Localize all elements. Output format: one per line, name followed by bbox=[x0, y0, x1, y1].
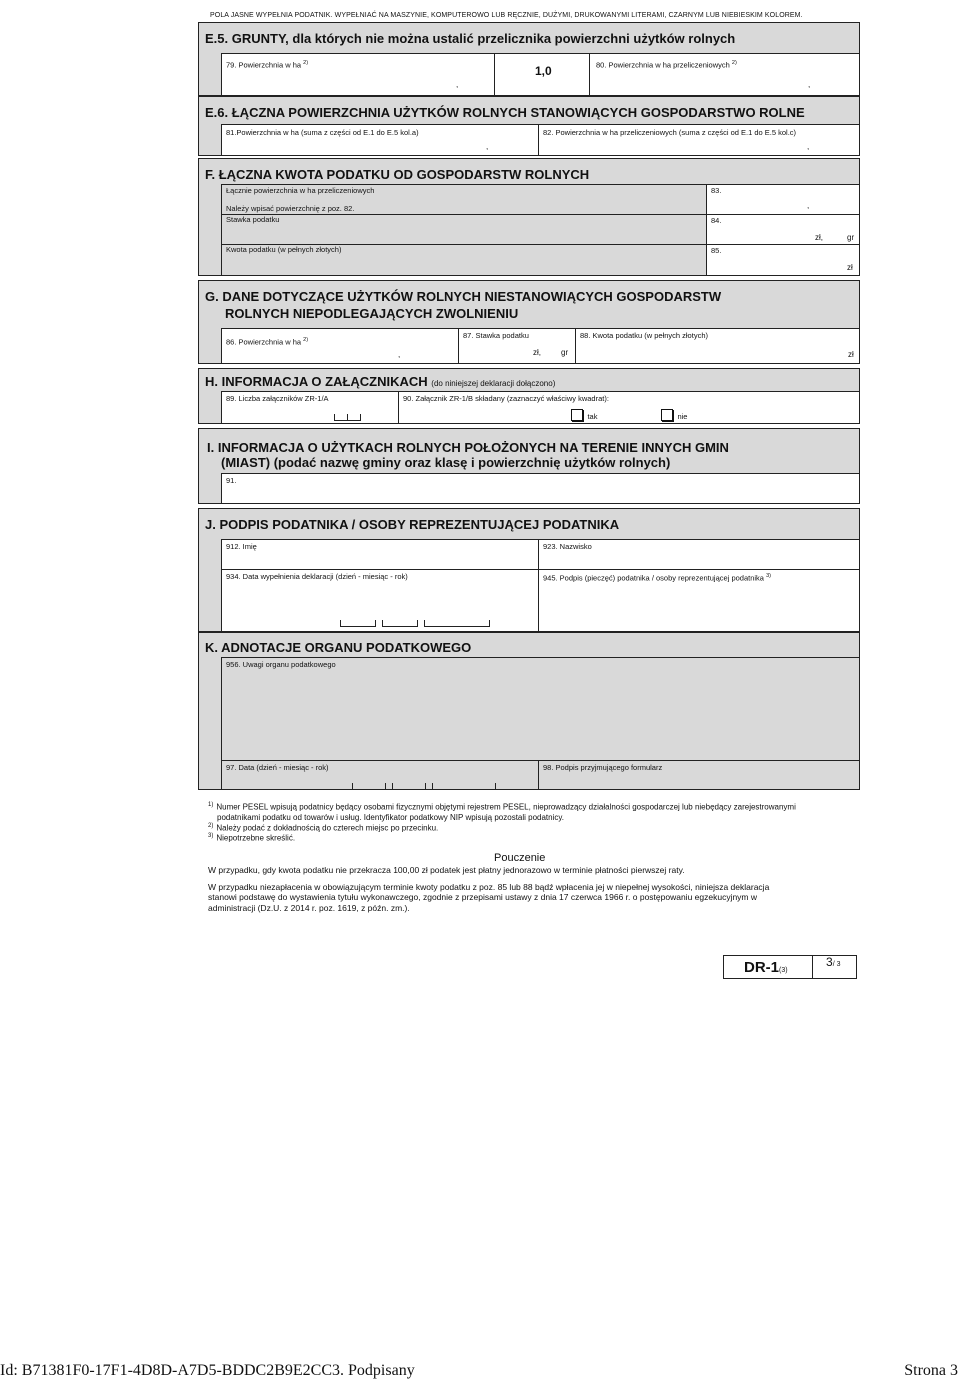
pouczenie-p2b: stanowi podstawę do wystawienia tytułu wykonawczego, zgodnie z przepisami ustawy z dnia 17 czerwca 1966 r. o postępowaniu egzekucyjnym w bbox=[208, 892, 758, 903]
field-83-number: 83. bbox=[711, 186, 722, 195]
footnote-3: $^{3)}$ Niepotrzebne skreślić. bbox=[208, 833, 296, 843]
page-indicator: Strona 3 bbox=[904, 1362, 958, 1379]
field-80-label: 80. Powierzchnia w ha przeliczeniowych $^{2)}$ bbox=[596, 60, 737, 70]
f-row3-label: Kwota podatku (w pełnych złotych) bbox=[226, 245, 342, 254]
section-e6-title: E.6. ŁĄCZNA POWIERZCHNIA UŻYTKÓW ROLNYCH STANOWIĄCYCH GOSPODARSTWO ROLNE bbox=[205, 105, 805, 120]
field-89[interactable] bbox=[221, 391, 399, 424]
field-945[interactable] bbox=[538, 569, 860, 632]
checkbox-icon[interactable] bbox=[661, 409, 673, 421]
section-g-title-1: G. DANE DOTYCZĄCE UŻYTKÓW ROLNYCH NIESTANOWIĄCYCH GOSPODARSTW bbox=[205, 289, 722, 304]
header-note: POLA JASNE WYPEŁNIA PODATNIK. WYPEŁNIAĆ NA MASZYNIE, KOMPUTEROWO LUB RĘCZNIE, DUŻYMI, DRUKOWANYMI LITERAMI, CZARNYM LUB NIEBIESKIM KOLOREM. bbox=[210, 12, 803, 19]
field-84-number: 84. bbox=[711, 216, 722, 225]
field-912-label: 912. Imię bbox=[226, 542, 257, 551]
section-e5-title: E.5. GRUNTY, dla których nie można ustalić przelicznika powierzchni użytków rolnych bbox=[205, 31, 736, 46]
digit-box bbox=[334, 414, 348, 421]
form-code: DR-1(3) bbox=[744, 959, 788, 976]
day-box bbox=[340, 620, 376, 627]
date-boxes bbox=[340, 620, 490, 627]
gr-unit: gr bbox=[847, 233, 855, 242]
field-82-label: 82. Powierzchnia w ha przeliczeniowych (suma z części od E.1 do E.5 kol.c) bbox=[543, 128, 797, 137]
multiplier-cell bbox=[494, 53, 590, 96]
section-j-title: J. PODPIS PODATNIKA / OSOBY REPREZENTUJĄCEJ PODATNIKA bbox=[205, 517, 620, 532]
field-98-label: 98. Podpis przyjmującego formularz bbox=[543, 763, 663, 772]
decimal-comma: , bbox=[807, 142, 810, 151]
section-i-title-1: I. INFORMACJA O UŻYTKACH ROLNYCH POŁOŻONYCH NA TERENIE INNYCH GMIN bbox=[207, 440, 729, 455]
decimal-comma: , bbox=[486, 142, 489, 151]
pouczenie-title: Pouczenie bbox=[494, 852, 546, 864]
pouczenie-p2c: administracji (Dz.U. z 2014 r. poz. 1619, z późn. zm.). bbox=[208, 902, 410, 913]
digit-box bbox=[347, 414, 361, 421]
field-945-label: 945. Podpis (pieczęć) podatnika / osoby reprezentującej podatnika $^{3)}$ bbox=[543, 573, 771, 583]
footnote-1-cont: podatnikami podatku od towarów i usług. Identyfikator podatkowy NIP wpisują pozostali podatnicy. bbox=[217, 812, 565, 822]
checkbox-icon[interactable] bbox=[571, 409, 583, 421]
decimal-comma: , bbox=[398, 350, 401, 359]
field-97 bbox=[221, 760, 539, 790]
year-box bbox=[432, 783, 496, 790]
field-956 bbox=[221, 657, 860, 761]
section-g-title-2: ROLNYCH NIEPODLEGAJĄCYCH ZWOLNIENIU bbox=[225, 306, 519, 321]
field-91-number: 91. bbox=[226, 476, 237, 485]
field-90 bbox=[398, 391, 860, 424]
date-boxes bbox=[352, 783, 496, 790]
field-88-label: 88. Kwota podatku (w pełnych złotych) bbox=[580, 331, 708, 340]
section-h-title: H. INFORMACJA O ZAŁĄCZNIKACH (do niniejszej deklaracji dołączono) bbox=[205, 374, 556, 389]
field-97-label: 97. Data (dzień - miesiąc - rok) bbox=[226, 763, 329, 772]
footnote-2: $^{2)}$ Należy podać z dokładnością do czterech miejsc po przecinku. bbox=[208, 822, 439, 833]
field-90-label: 90. Załącznik ZR-1/B składany (zaznaczyć właściwy kwadrat): bbox=[403, 394, 609, 403]
field-912[interactable] bbox=[221, 539, 539, 570]
pouczenie-p2a: W przypadku niezapłacenia w obowiązującym terminie kwoty podatku z poz. 85 lub 88 bądź wpłacenia jej w niepełnej wysokości, niniejsza deklaracja bbox=[208, 881, 770, 892]
decimal-comma: , bbox=[808, 80, 811, 89]
field-79[interactable] bbox=[221, 53, 495, 96]
multiplier-value: 1,0 bbox=[535, 64, 552, 78]
field-89-label: 89. Liczba załączników ZR-1/A bbox=[226, 394, 329, 403]
field-85-number: 85. bbox=[711, 246, 722, 255]
section-i-title-2: (MIAST) (podać nazwę gminy oraz klasę i powierzchnię użytków rolnych) bbox=[221, 455, 671, 470]
zl-unit: zł, bbox=[815, 233, 823, 242]
year-box bbox=[424, 620, 490, 627]
pouczenie-text bbox=[208, 865, 858, 914]
field-86[interactable] bbox=[221, 328, 459, 364]
field-82[interactable] bbox=[538, 124, 860, 156]
field-81-label: 81.Powierzchnia w ha (suma z części od E.1 do E.5 kol.a) bbox=[226, 128, 419, 137]
divider bbox=[221, 214, 707, 215]
field-87[interactable] bbox=[458, 328, 576, 364]
field-88[interactable] bbox=[575, 328, 860, 364]
field-80[interactable] bbox=[589, 53, 860, 96]
divider bbox=[812, 956, 813, 978]
document-id: Id: B71381F0-17F1-4D8D-A7D5-BDDC2B9E2CC3. Podpisany bbox=[0, 1362, 415, 1379]
field-81[interactable] bbox=[221, 124, 539, 156]
f-row1-label: Łącznie powierzchnia w ha przeliczeniowych bbox=[226, 186, 375, 195]
decimal-comma: , bbox=[456, 80, 459, 89]
field-98 bbox=[538, 760, 860, 790]
field-956-label: 956. Uwagi organu podatkowego bbox=[226, 660, 336, 669]
digit-boxes bbox=[334, 414, 361, 421]
footnotes bbox=[208, 802, 858, 844]
field-923[interactable] bbox=[538, 539, 860, 570]
divider bbox=[221, 244, 707, 245]
section-f-title: F. ŁĄCZNA KWOTA PODATKU OD GOSPODARSTW ROLNYCH bbox=[205, 167, 590, 182]
field-83[interactable] bbox=[706, 184, 860, 215]
field-86-label: 86. Powierzchnia w ha $^{2)}$ bbox=[226, 337, 309, 347]
gr-unit: gr bbox=[561, 348, 569, 357]
decimal-comma: , bbox=[807, 201, 810, 210]
option-nie[interactable]: nie bbox=[661, 406, 687, 424]
option-tak[interactable]: tak bbox=[571, 406, 597, 424]
field-91[interactable] bbox=[221, 473, 860, 504]
pouczenie-p1: W przypadku, gdy kwota podatku nie przekracza 100,00 zł podatek jest płatny jednorazowo w terminie płatności pierwszej raty. bbox=[208, 865, 685, 875]
zl-unit: zł bbox=[848, 350, 854, 359]
f-row2-label: Stawka podatku bbox=[226, 215, 280, 224]
field-934-label: 934. Data wypełnienia deklaracji (dzień - miesiąc - rok) bbox=[226, 572, 408, 581]
zl-unit: zł, bbox=[533, 348, 541, 357]
month-box bbox=[382, 620, 418, 627]
section-k-title: K. ADNOTACJE ORGANU PODATKOWEGO bbox=[205, 640, 472, 655]
form-badge bbox=[723, 955, 857, 979]
month-box bbox=[392, 783, 426, 790]
zl-unit: zł bbox=[847, 263, 853, 272]
field-79-label: 79. Powierzchnia w ha $^{2)}$ bbox=[226, 60, 309, 70]
f-labels bbox=[221, 184, 707, 276]
page-number: 3/ 3 bbox=[826, 955, 841, 969]
day-box bbox=[352, 783, 386, 790]
field-85[interactable] bbox=[706, 244, 860, 276]
field-84[interactable] bbox=[706, 214, 860, 245]
footnote-1: $^{1)}$ Numer PESEL wpisują podatnicy będący osobami fizycznymi objętymi rejestrem PESEL, nieprowadzący działalności gospodarczej lub niebędący zarejestrowanymi bbox=[208, 802, 796, 812]
field-923-label: 923. Nazwisko bbox=[543, 542, 592, 551]
field-934[interactable] bbox=[221, 569, 539, 632]
f-row1-note: Należy wpisać powierzchnię z poz. 82. bbox=[226, 204, 355, 213]
field-87-label: 87. Stawka podatku bbox=[463, 331, 529, 340]
